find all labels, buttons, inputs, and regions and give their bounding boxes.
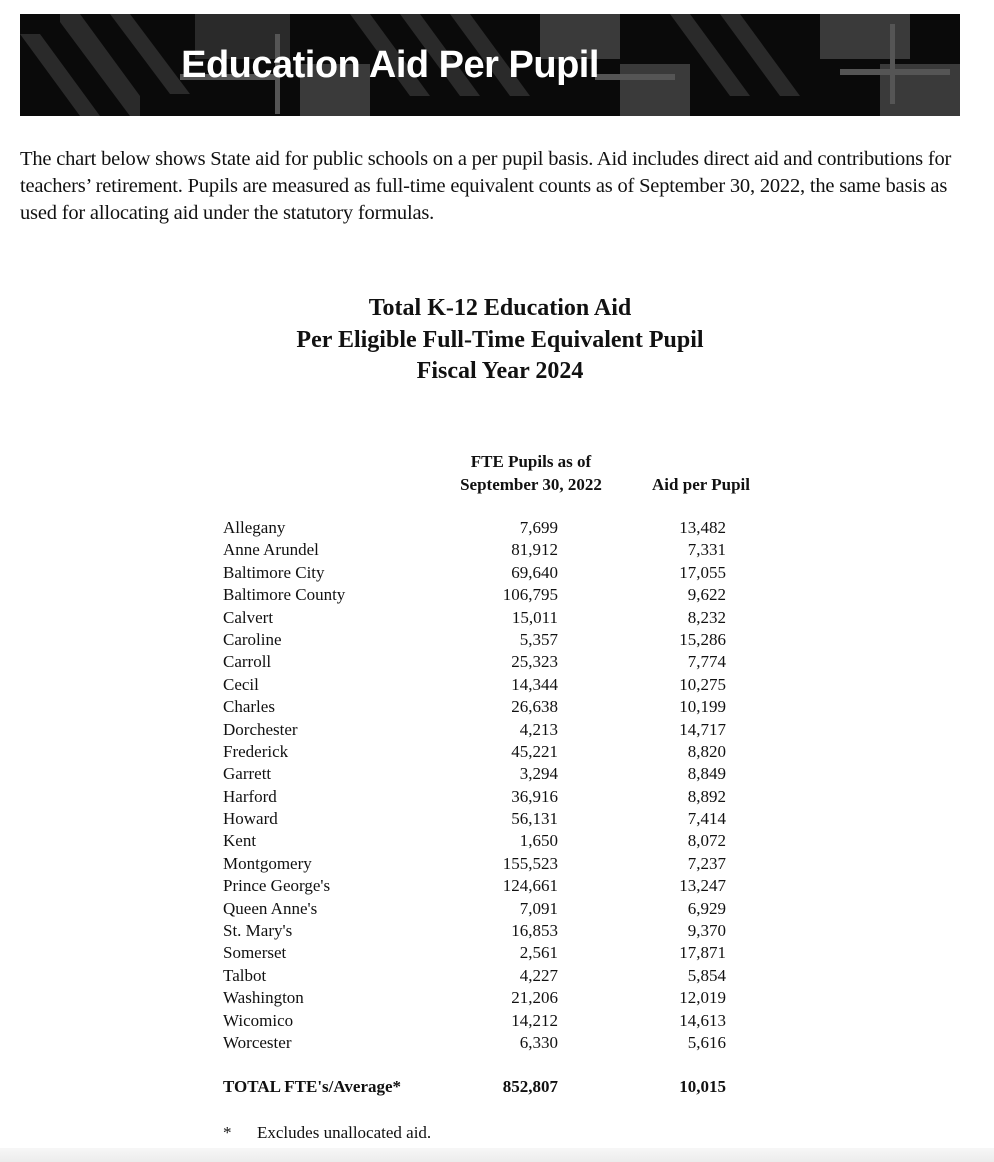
table-row — [223, 942, 763, 964]
table-row — [223, 696, 763, 718]
county-name: Carroll — [223, 652, 272, 672]
fte-value: 14,212 — [511, 1010, 558, 1030]
table-row — [223, 651, 763, 673]
county-name: Wicomico — [223, 1010, 294, 1030]
county-name: Prince George's — [223, 876, 331, 896]
fte-value: 106,795 — [502, 585, 558, 605]
county-name: Frederick — [223, 741, 289, 761]
fte-value: 124,661 — [502, 876, 558, 896]
county-name: Kent — [223, 831, 257, 851]
county-name: Talbot — [223, 965, 267, 985]
aid-value: 12,019 — [679, 988, 726, 1008]
total-row — [223, 1076, 763, 1100]
column-header-fte-line1: FTE Pupils as of — [470, 452, 592, 471]
county-name: Worcester — [223, 1032, 292, 1052]
aid-value: 5,854 — [687, 965, 726, 985]
table-title-line: Fiscal Year 2024 — [416, 358, 584, 384]
fte-value: 81,912 — [511, 540, 558, 560]
fte-value: 2,561 — [519, 943, 558, 963]
page-bottom-edge — [0, 1148, 994, 1162]
fte-value: 7,091 — [519, 898, 558, 918]
aid-value: 15,286 — [679, 629, 726, 649]
aid-value: 7,774 — [687, 652, 726, 672]
county-name: Queen Anne's — [223, 898, 318, 918]
footnote-text: Excludes unallocated aid. — [257, 1123, 432, 1142]
fte-value: 7,699 — [519, 518, 558, 537]
table-title — [0, 293, 994, 388]
fte-value: 56,131 — [511, 809, 558, 829]
county-name: St. Mary's — [223, 921, 293, 941]
table-row — [223, 1032, 763, 1054]
county-name: Somerset — [223, 943, 287, 963]
county-name: Garrett — [223, 764, 272, 784]
footnote-mark: * — [223, 1123, 232, 1142]
intro-paragraph: The chart below shows State aid for public schools on a per pupil basis. Aid includes direct aid and contributions for teachers’ retirement. Pupils are measured as full-time equivalent counts as of September 30, 2022, the same basis as used for allocating aid under the statutory formulas. — [20, 148, 952, 224]
aid-value: 14,717 — [679, 719, 726, 739]
aid-value: 8,820 — [687, 741, 726, 761]
aid-value: 6,929 — [687, 898, 726, 918]
table-row — [223, 987, 763, 1009]
page-title: Education Aid Per Pupil — [181, 43, 599, 86]
aid-value: 8,072 — [687, 831, 726, 851]
county-name: Baltimore County — [223, 585, 346, 605]
county-name: Washington — [223, 988, 304, 1008]
aid-value: 17,055 — [679, 562, 726, 582]
table-row — [223, 786, 763, 808]
fte-value: 6,330 — [519, 1032, 558, 1052]
aid-value: 13,247 — [679, 876, 726, 896]
aid-value: 7,331 — [687, 540, 726, 560]
table-row — [223, 629, 763, 651]
aid-value: 5,616 — [687, 1032, 726, 1052]
aid-value: 8,892 — [687, 786, 726, 806]
aid-value: 13,482 — [679, 518, 726, 537]
table-row — [223, 875, 763, 897]
fte-value: 16,853 — [511, 921, 558, 941]
fte-value: 15,011 — [511, 607, 558, 627]
fte-value: 25,323 — [511, 652, 558, 672]
table-row — [223, 853, 763, 875]
header-banner — [20, 14, 960, 116]
county-name: Dorchester — [223, 719, 298, 739]
county-name: Charles — [223, 697, 275, 717]
fte-value: 14,344 — [511, 674, 558, 694]
table-row — [223, 674, 763, 696]
table-row — [223, 719, 763, 741]
fte-value: 4,227 — [519, 965, 558, 985]
aid-value: 8,232 — [687, 607, 726, 627]
county-name: Allegany — [223, 518, 286, 537]
table-row — [223, 539, 763, 561]
total-aid: 10,015 — [679, 1077, 726, 1096]
fte-value: 26,638 — [511, 697, 558, 717]
aid-value: 7,237 — [687, 853, 726, 873]
fte-value: 45,221 — [511, 741, 558, 761]
fte-value: 1,650 — [519, 831, 558, 851]
fte-value: 3,294 — [519, 764, 558, 784]
county-name: Anne Arundel — [223, 540, 319, 560]
fte-value: 155,523 — [502, 853, 558, 873]
table-title-line: Total K-12 Education Aid — [368, 295, 632, 321]
aid-value: 8,849 — [687, 764, 726, 784]
total-label: TOTAL FTE's/Average* — [223, 1077, 402, 1096]
table-row — [223, 584, 763, 606]
aid-value: 9,370 — [687, 921, 726, 941]
table-row — [223, 808, 763, 830]
table-row — [223, 517, 763, 539]
column-header-fte-line2: September 30, 2022 — [460, 475, 602, 494]
county-name: Harford — [223, 786, 277, 806]
table-row — [223, 562, 763, 584]
fte-value: 21,206 — [511, 988, 558, 1008]
column-header-fte — [440, 450, 622, 496]
county-name: Caroline — [223, 629, 282, 649]
aid-value: 14,613 — [679, 1010, 726, 1030]
table-row — [223, 741, 763, 763]
fte-value: 36,916 — [511, 786, 558, 806]
aid-value: 10,199 — [679, 697, 726, 717]
table-row — [223, 607, 763, 629]
fte-value: 69,640 — [511, 562, 558, 582]
county-name: Calvert — [223, 607, 274, 627]
table-row — [223, 920, 763, 942]
table-row — [223, 898, 763, 920]
total-fte: 852,807 — [502, 1077, 558, 1096]
county-name: Baltimore City — [223, 562, 325, 582]
fte-value: 4,213 — [519, 719, 558, 739]
county-name: Cecil — [223, 674, 259, 694]
table-row — [223, 763, 763, 785]
table-body — [223, 517, 763, 1054]
column-header-aid: Aid per Pupil — [652, 475, 750, 494]
table-row — [223, 830, 763, 852]
county-name: Montgomery — [223, 853, 312, 873]
table-row — [223, 965, 763, 987]
fte-value: 5,357 — [519, 629, 558, 649]
table-row — [223, 1010, 763, 1032]
aid-value: 17,871 — [679, 943, 726, 963]
aid-value: 7,414 — [687, 809, 726, 829]
county-name: Howard — [223, 809, 278, 829]
table-title-line: Per Eligible Full-Time Equivalent Pupil — [296, 326, 704, 353]
aid-value: 9,622 — [687, 585, 726, 605]
aid-value: 10,275 — [679, 674, 726, 694]
